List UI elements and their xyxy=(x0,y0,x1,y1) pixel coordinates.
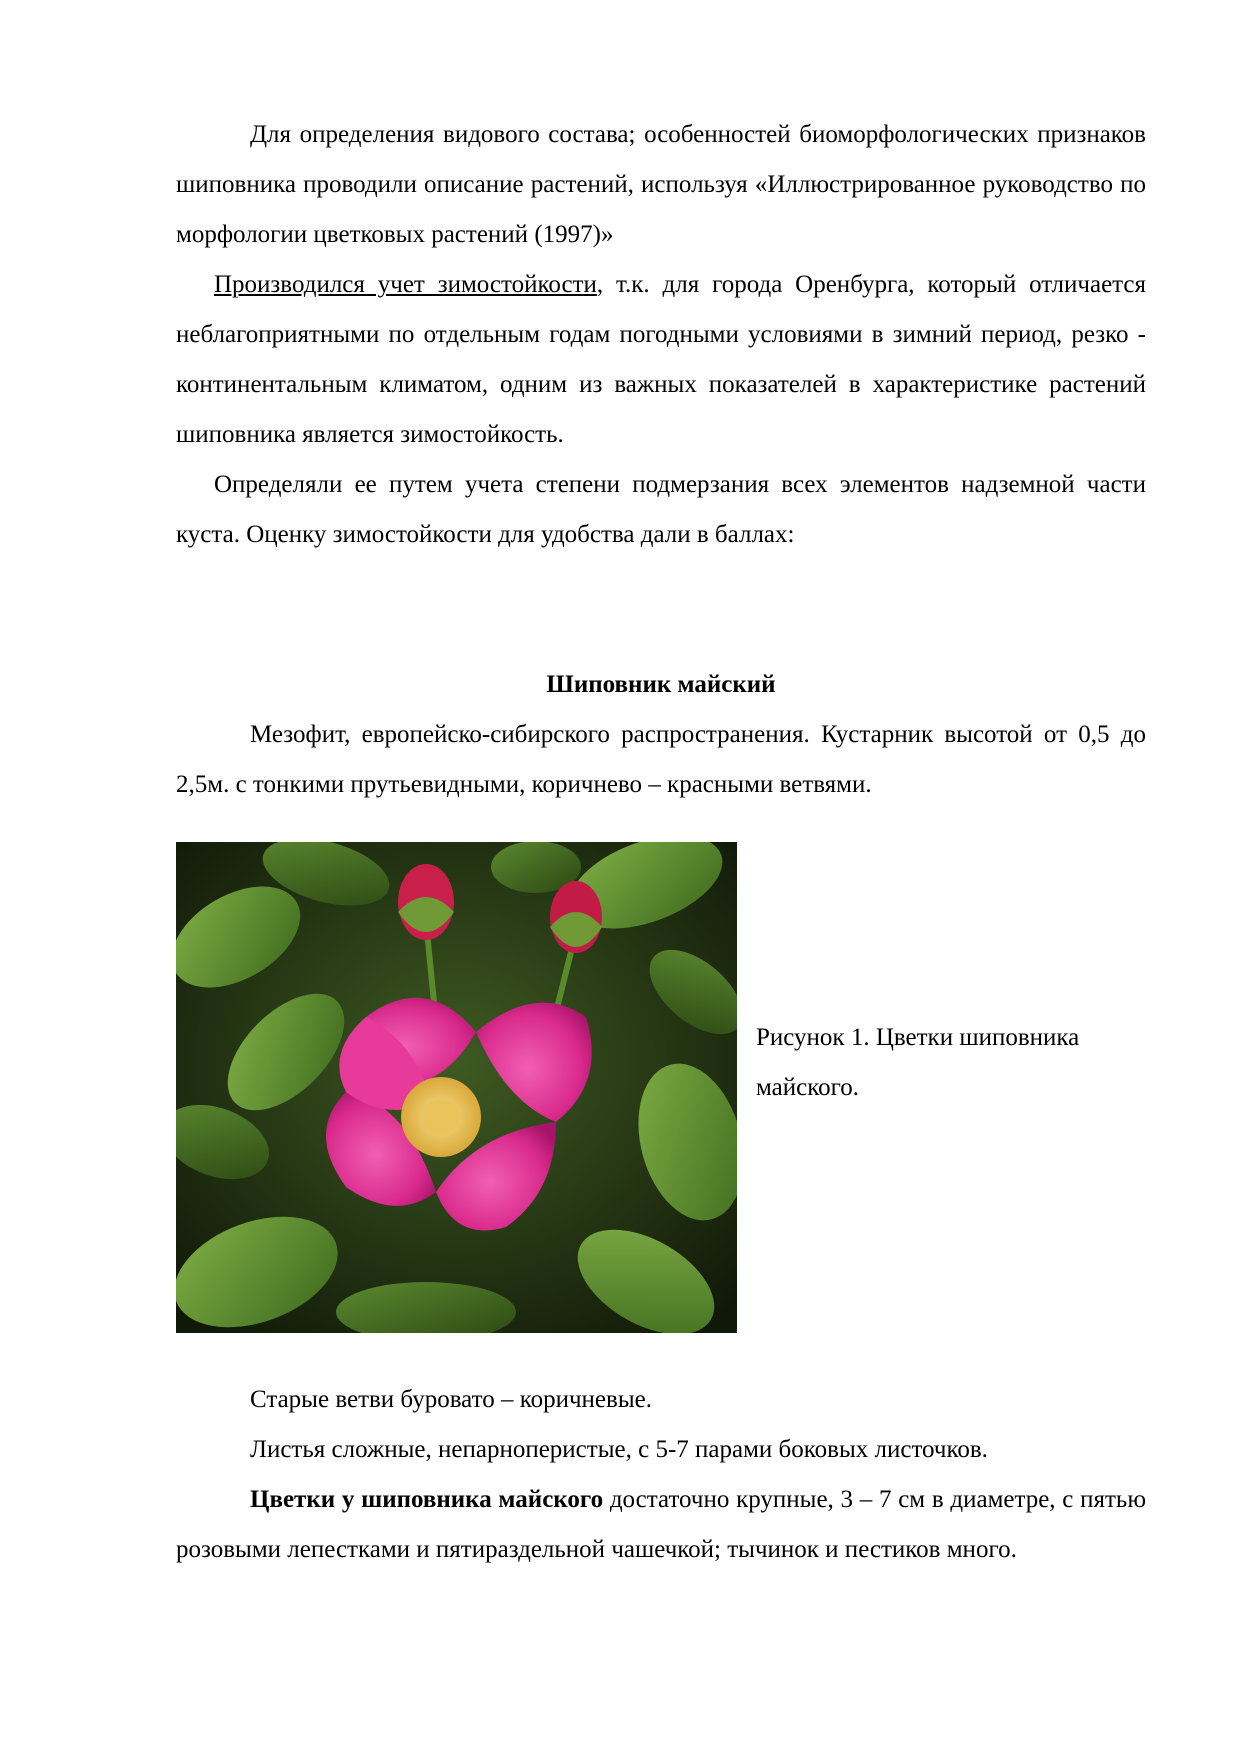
paragraph-leaves: Листья сложные, непарноперистые, с 5-7 парами боковых листочков. xyxy=(250,1436,988,1463)
rose-flower-photo xyxy=(176,842,737,1333)
species-description xyxy=(176,710,1146,810)
paragraph-methods: Для определения видового состава; особенностей биоморфологических признаков шиповника проводили описание растений, используя «Иллюстрированное руководство по морфологии цветковых растений (1997)» xyxy=(176,121,1146,248)
paragraph-mesophyte: Мезофит, европейско-сибирского распространения. Кустарник высотой от 0,5 до 2,5м. с тонкими прутьевидными, коричнево – красными ветвями. xyxy=(176,721,1146,798)
figure-caption-line-1: Рисунок 1. Цветки шиповника xyxy=(756,1024,1080,1051)
paragraph-winter-hardiness-rest: , т.к. для города Оренбурга, который отличается неблагоприятными по отдельным годам погодными условиями в зимний период, резко - континентальным климатом, одним из важных показателей в характеристике растений шиповника является зимостойкость. xyxy=(176,271,1147,448)
bold-phrase: Цветки у шиповника майского xyxy=(250,1486,604,1513)
paragraph-assessment: Определяли ее путем учета степени подмерзания всех элементов надземной части куста. Оценку зимостойкости для удобства дали в баллах: xyxy=(176,471,1146,548)
species-details xyxy=(176,1375,1146,1575)
figure-caption xyxy=(756,1013,1156,1113)
intro-text xyxy=(176,110,1146,560)
section-title: Шиповник майский xyxy=(546,671,776,698)
paragraph-flowers xyxy=(176,1475,1146,1575)
paragraph-winter-hardiness xyxy=(176,260,1146,460)
underlined-phrase: Производился учет зимостойкости xyxy=(214,271,597,298)
paragraph-old-branches: Старые ветви буровато – коричневые. xyxy=(250,1386,652,1413)
paragraph-flowers-rest: достаточно крупные, 3 – 7 см в диаметре, с пятью розовыми лепестками и пятираздельной чашечкой; тычинок и пестиков много. xyxy=(176,1486,1146,1563)
figure-caption-line-2: майского. xyxy=(756,1074,859,1101)
